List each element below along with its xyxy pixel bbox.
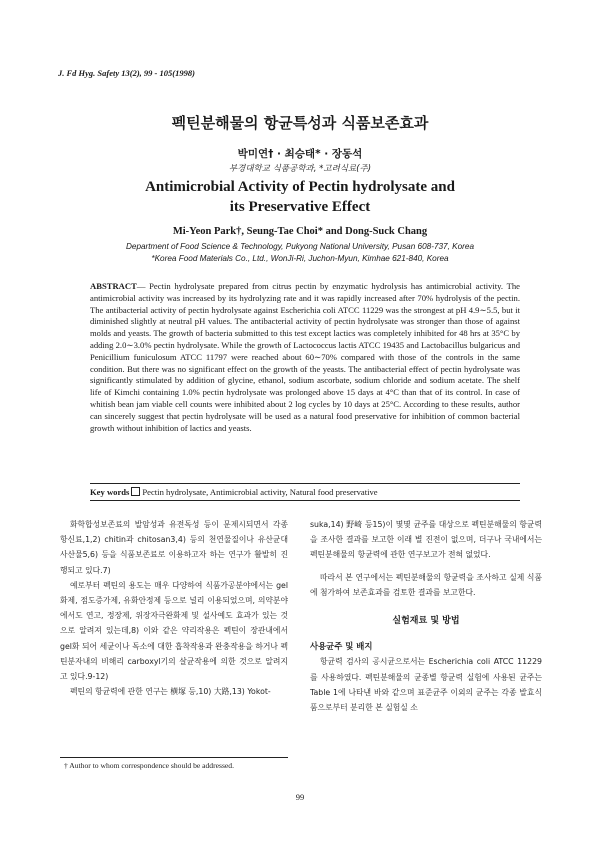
left-paragraph-1: 화학합성보존료의 발암성과 유전독성 등이 문제시되면서 각종 항신료,1,2) chitin과 chitosan3,4) 등의 천연물질이나 유산균대사산물5,6) 등을 식품보존료로 이용하고자 하는 연구가 활발히 진행되고 있다.7) xyxy=(60,520,288,575)
keywords-label: Key words xyxy=(90,487,130,497)
right-column xyxy=(310,517,542,715)
abstract-text: — Pectin hydrolysate prepared from citrus pectin by enzymatic hydrolysis has antimicrobial activity. The antimicrobial activity was increased by its hydrolyzing rate and it was rapidly increased after 70% hydrolysis of the pectin. The antibacterial activity of pectin hydrolysate against Escherichia coli ATCC 11229 was the strongest at pH 4.9∼5.5, but it diminished slightly at neutral pH values. The antibacterial activity of pectin hydrolysate was stronger than those of against molds and yeasts. The growth of bacteria submitted to this test except lactics was completely inhibited for 48 hrs at 35°C by adding 2.0∼3.0% pectin hydrolysate. While the growth of Lactococcus lactis ATCC 19435 and Lactobacillus bulgaricus and Penicillium funiculosum ATCC 11797 were reached about 60∼70% compared with those of the controls in the same condition. But there was no significant effect on the growth of the yeasts. The antibacterial effect of pectin hydrolysate was significantly stimulated by addition of glycine, ethanol, sodium ascorbate, sodium chloride and sodium acetate. The shelf life of Kimchi containing 1.0% pectin hydrolysate was prolonged above 15 days at 4°C than that of its control. In case of whitish bean jam viable cell counts were inhibited about 2 log cycles by 10 days at 25°C. According to these results, author can sincerely suggest that pectin hydrolysate will be used as a natural food preservative for inhibition of common bacterial growth without inhibition of lactics and yeasts. xyxy=(90,281,520,433)
affiliation-line1: Department of Food Science & Technology, Pukyong National University, Pusan 608-737, Korea xyxy=(125,242,474,251)
right-paragraph-1: suka,14) 野崎 등15)이 몇몇 균주를 대상으로 펙틴분해물의 항균력을 조사한 결과를 보고한 이래 별 진전이 없으며, 더구나 국내에서는 펙틴분해물의 항균력에 관한 연구보고가 전혀 없었다. xyxy=(310,520,542,560)
journal-citation: J. Fd Hyg. Safety 13(2), 99 - 105(1998) xyxy=(58,68,195,78)
english-affiliation xyxy=(0,241,600,265)
subsection-title: 사용균주 및 배지 xyxy=(310,641,373,652)
footnote: † Author to whom correspondence should be addressed. xyxy=(64,761,234,770)
english-title-line2: its Preservative Effect xyxy=(229,199,371,215)
english-authors: Mi-Yeon Park†, Seung-Tae Choi* and Dong-Suck Chang xyxy=(172,226,428,237)
korean-affiliation: 부경대학교 식품공학과, *고려식료(주) xyxy=(228,164,372,174)
english-title xyxy=(0,177,600,217)
keywords-text: Pectin hydrolysate, Antimicrobial activity, Natural food preservative xyxy=(142,487,378,497)
left-paragraph-3: 펙틴의 항균력에 관한 연구는 横塚 등,10) 大路,13) Yokot- xyxy=(70,687,271,697)
left-paragraph-2: 예로부터 펙틴의 용도는 매우 다양하여 식품가공분야에서는 gel화제, 점도증가제, 유화안정제 등으로 널리 이용되었으며, 의약분야에서도 연고, 정장제, 위장자극완화제 및 설사예도 효과가 있는 것으로 알려져 있는데,8) 이와 같은 약리작용은 펙틴이 장관내에서 gel화 되어 세균이나 독소에 대한 흡착작용과 완충작용을 하거나 펙틴분자내의 비해리 carboxyl기의 살균작용에 의한 것으로 알려지고 있다.9-12) xyxy=(60,580,288,682)
abstract-label: ABSTRACT xyxy=(90,281,137,291)
english-title-line1: Antimicrobial Activity of Pectin hydrolysate and xyxy=(145,179,455,195)
affiliation-line2: *Korea Food Materials Co., Ltd., WonJi-Ri, Juchon-Myun, Kimhae 621-840, Korea xyxy=(151,254,449,263)
left-column xyxy=(60,517,288,699)
section-title: 실험재료 및 방법 xyxy=(392,616,460,627)
keywords-bottom-rule xyxy=(90,500,520,501)
abstract xyxy=(90,281,520,434)
keywords xyxy=(90,487,520,497)
page-number: 99 xyxy=(295,792,305,802)
korean-authors: 박미연† · 최승태* · 장동석 xyxy=(237,148,363,160)
checkbox-icon xyxy=(131,487,140,496)
right-paragraph-3: 항균력 검사의 공시균으로서는 Escherichia coli ATCC 11229를 사용하였다. 펙틴분해물의 균종별 항균력 실험에 사용된 균주는 Table 1에 나타낸 바와 같으며 표준균주 이외의 균주는 각종 발효식품으로부터 분리한 본 실험실 소 xyxy=(310,657,542,713)
footnote-rule xyxy=(60,757,288,758)
right-paragraph-2: 따라서 본 연구에서는 펙틴분해물의 항균력을 조사하고 실제 식품에 첨가하여 보존효과를 검토한 결과를 보고한다. xyxy=(310,572,542,597)
keywords-top-rule xyxy=(90,483,520,484)
korean-title: 펙틴분해물의 항균특성과 식품보존효과 xyxy=(171,114,429,132)
